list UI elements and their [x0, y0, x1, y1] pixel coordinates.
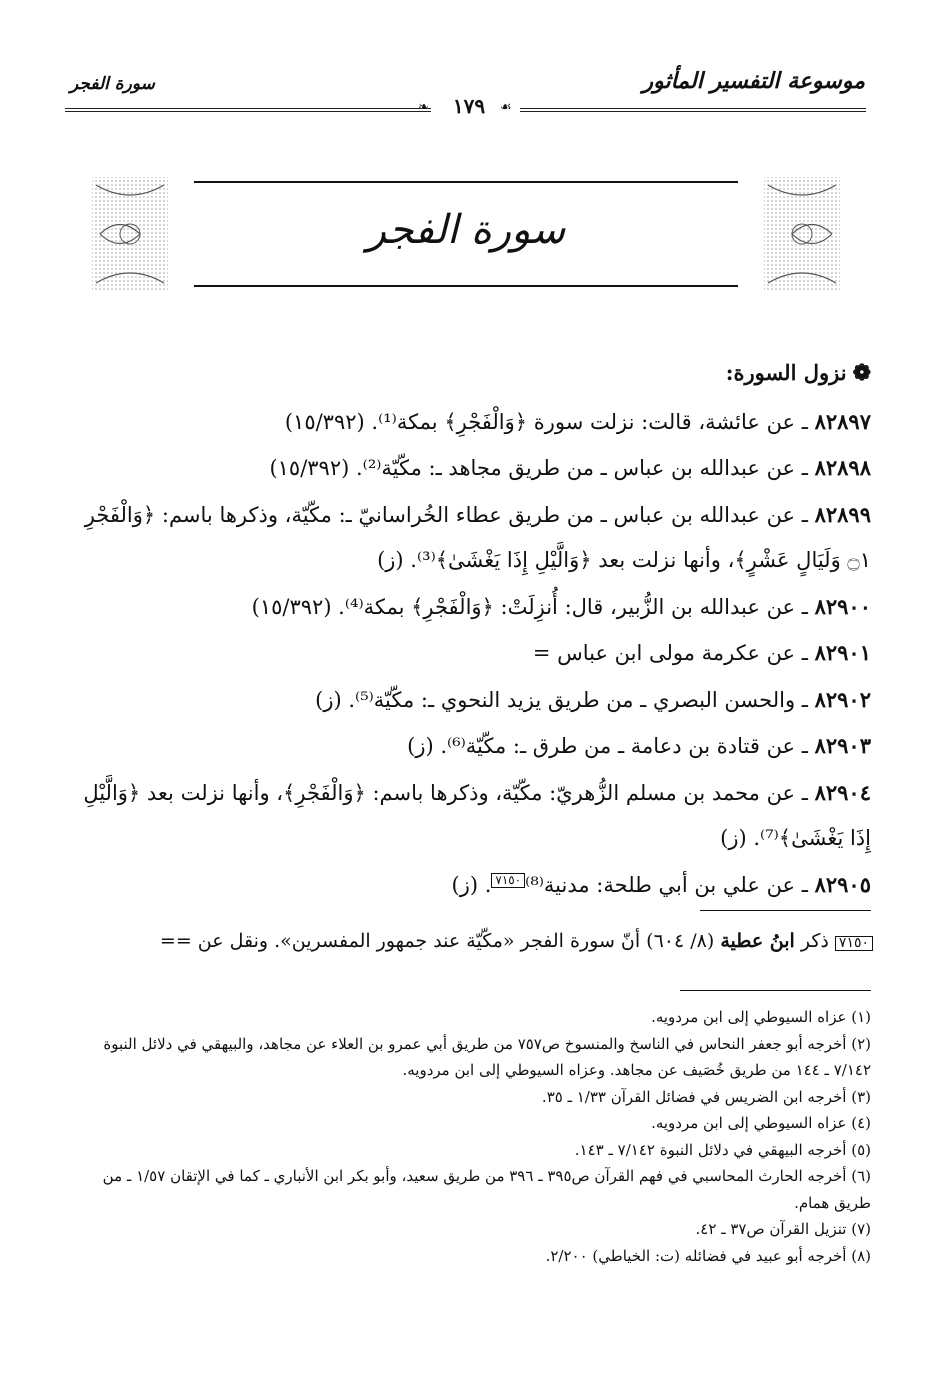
running-header	[0, 64, 931, 124]
surah-title-frame	[90, 175, 842, 295]
flower-ornament-icon: ❁	[852, 360, 871, 386]
narration-text: ـ عن محمد بن مسلم الزُّهريّ: مكّيّة، وذكرها باسم: ﴿وَالْفَجْرِ﴾، وأنها نزلت بعد ﴿وَالَّيْلِ إِذَا يَغْشَىٰ﴾⁽⁷⁾. (ز)	[83, 780, 871, 850]
narration-entry	[76, 584, 871, 631]
footnote: (٣) أخرجه ابن الضريس في فضائل القرآن ١/٣٣ ـ ٣٥.	[541, 1087, 871, 1106]
page-number: ١٧٩	[452, 94, 486, 118]
narration-number: ٨٢٩٠٣	[814, 733, 871, 758]
footnotes	[76, 1004, 871, 1269]
narration-text: ـ عن عكرمة مولى ابن عباس =	[532, 641, 815, 665]
book-title: موسوعة التفسير المأثور	[642, 68, 865, 94]
footnote: (٨) أخرجه أبو عبيد في فضائله (ت: الخياطي) ٢/٢٠٠.	[545, 1246, 871, 1265]
header-ornament-icon: ❧	[418, 100, 429, 115]
footnote: (٢) أخرجه أبو جعفر النحاس في الناسخ والمنسوخ ص٧٥٧ من طريق أبي عمرو بن العلاء عن مجاهد، والبيهقي في دلائل النبوة ٧/١٤٢ ـ ١٤٤ من طريق خُصَيف عن مجاهد. وعزاه السيوطي إلى ابن مردويه.	[103, 1034, 871, 1079]
narration-number: ٨٢٩٠٠	[814, 593, 871, 619]
commentary-pre: ذكر	[794, 930, 835, 952]
surah-title: سورة الفجر	[366, 207, 566, 253]
main-text	[76, 350, 871, 908]
header-ornament-icon: ☙	[500, 100, 512, 115]
running-surah-name: سورة الفجر	[70, 74, 155, 94]
narration-entry	[76, 677, 871, 724]
narration-number: ٨٢٨٩٨	[814, 455, 871, 480]
title-rule-bottom	[194, 285, 738, 287]
footnote: (٤) عزاه السيوطي إلى ابن مردويه.	[651, 1114, 871, 1132]
narration-text: ـ عن قتادة بن دعامة ـ من طرق ـ: مكّيّة⁽⁶⁾. (ز)	[407, 734, 815, 758]
narration-number: ٨٢٨٩٩	[814, 501, 871, 527]
narration-entry	[76, 630, 871, 677]
narration-tail: . (ز)	[451, 872, 492, 897]
narration-entry	[76, 399, 871, 446]
narration-number: ٨٢٩٠٢	[814, 686, 871, 712]
narration-entry	[76, 862, 871, 909]
commentary-text: (٨/ ٦٠٤) أنّ سورة الفجر «مكّيّة عند جمهور المفسرين». ونقل عن ==	[159, 930, 721, 952]
commentary-separator	[700, 910, 871, 911]
narration-text: ـ والحسن البصري ـ من طريق يزيد النحوي ـ: مكّيّة⁽⁵⁾. (ز)	[315, 687, 815, 712]
narration-text: ـ عن عبدالله بن عباس ـ من طريق عطاء الخُراسانيّ ـ: مكّيّة، وذكرها باسم: ﴿وَالْفَجْرِ ۝١ وَلَيَالٍ عَشْرٍ﴾، وأنها نزلت بعد ﴿وَالَّيْلِ إِذَا يَغْشَىٰ﴾⁽³⁾. (ز)	[84, 502, 871, 572]
commentary-number-box: ٧١٥٠	[835, 936, 873, 951]
footnote-separator	[680, 990, 871, 991]
header-rule-right	[520, 108, 866, 112]
narration-text: ـ عن علي بن أبي طلحة: مدنية⁽⁸⁾	[525, 872, 815, 897]
narration-number: ٨٢٩٠٤	[814, 779, 871, 805]
footnote: (٥) أخرجه البيهقي في دلائل النبوة ٧/١٤٢ ـ ١٤٣.	[574, 1140, 871, 1159]
narration-entry	[76, 445, 871, 492]
commentary-note	[46, 926, 873, 956]
narration-entry	[76, 492, 871, 584]
title-rule-top	[194, 181, 738, 183]
section-heading-label: نزول السورة:	[725, 360, 847, 385]
narration-number: ٨٢٩٠١	[814, 640, 871, 665]
footnote: (٧) تنزيل القرآن ص٣٧ ـ ٤٢.	[695, 1220, 871, 1238]
narration-text: ـ عن عبدالله بن عباس ـ من طريق مجاهد ـ: مكّيّة⁽²⁾. (١٥/٣٩٢)	[269, 456, 815, 480]
narration-entry	[76, 770, 871, 862]
narration-number: ٨٢٨٩٧	[814, 408, 871, 434]
narration-entry	[76, 723, 871, 770]
narration-number: ٨٢٩٠٥	[814, 871, 871, 897]
footnote: (٦) أخرجه الحارث المحاسبي في فهم القرآن ص٣٩٥ ـ ٣٩٦ من طريق سعيد، وأبو بكر ابن الأنباري ـ كما في الإتقان ١/٥٧ ـ من طريق همام.	[102, 1167, 871, 1212]
section-heading	[76, 350, 871, 397]
commentary-author: ابنُ عطية	[720, 930, 795, 952]
commentary-ref-box: ٧١٥٠	[491, 873, 525, 888]
header-rule-left	[65, 108, 431, 112]
footnote: (١) عزاه السيوطي إلى ابن مردويه.	[651, 1008, 871, 1026]
narration-text: ـ عن عبدالله بن الزُّبير، قال: أُنزِلَتْ: ﴿وَالْفَجْرِ﴾ بمكة⁽⁴⁾. (١٥/٣٩٢)	[251, 594, 815, 619]
narration-text: ـ عن عائشة، قالت: نزلت سورة ﴿وَالْفَجْرِ﴾ بمكة⁽¹⁾. (١٥/٣٩٢)	[284, 409, 815, 434]
